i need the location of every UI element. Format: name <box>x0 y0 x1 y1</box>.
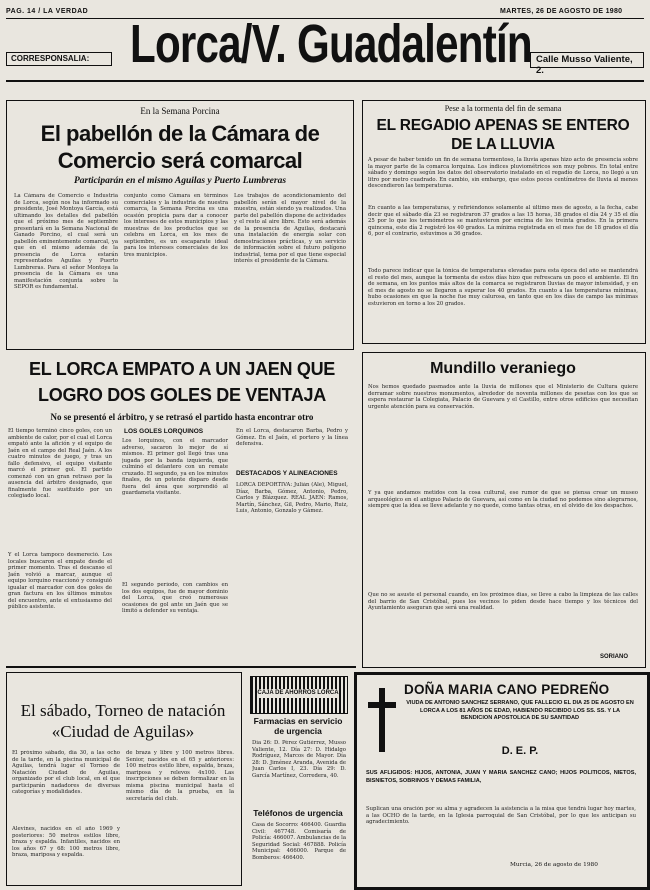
article5-body-col2: de braza y libre y 100 metros libres. Senior, nacidos en el 65 y anteriores: 100 metros estilo libre, espalda, braza, mariposa y relevos 4x100. Las inscripciones se deben formalizar en la misma piscina municipal hasta el mismo día de la prueba, en la secretaría del club. <box>126 750 234 802</box>
article2-body-2: En cuanto a las temperaturas, y refiriéndonos solamente al último mes de agosto, a la fecha, cabe decir que el sábado día 23 se registraron 37 grados a las 15 horas, 38 grados el día 24 y 35 el día 25 por lo que los termómetros se mantuvieron por encima de los treinta grados. En la primera quincena, este día 2 registró los 40 grados. La mínima registrada en el mes fue de 18 grados el día 6, por el contrario, estuvimos a 36 grados. <box>368 205 638 237</box>
article1-kicker: En la Semana Porcina <box>140 106 220 116</box>
telefonos-title: Teléfonos de urgencia <box>253 808 343 818</box>
article3-alineaciones: LORCA DEPORTIVA: Julián (Ale), Miguel, Díaz, Barba, Gómez, Antonio, Pedro, Carlos y Blázquez. REAL JAEN: Ramos, Martín, Sánchez, Gil, Pedro, Mario, Ruiz, Luis, Antonio, Gonzalo y Gámez. <box>236 482 348 514</box>
corresponsalia-label: CORRESPONSALIA: <box>11 54 90 63</box>
article3-headline: EL LORCA EMPATO A UN JAEN QUE LOGRO DOS GOLES DE VENTAJA <box>29 359 335 405</box>
article3-goals-title: LOS GOLES LORQUINOS <box>124 428 204 435</box>
article3-body-col2b: El segundo período, con cambios en los dos equipos, fue de mayor dominio del Lorca, que creó numerosas ocasiones de gol ante un Jaén que se limitó a defender su ventaja. <box>122 582 228 614</box>
article3-body-col1: El tiempo terminó cinco goles, con un ambiente de calor, por el cual el Lorca empató ante la afición y el equipo de Jaén en el campo del Real Jaén. A los cuatro minutos de juego, y tras un fallo defensivo, el equipo visitante marcó el primer gol. El partido comenzó con un gran retraso por la ausencia del árbitro designado, que finalmente fue sustituido por un colegiado local. <box>8 428 112 499</box>
masthead-title: Lorca/V. Guadalentín <box>130 14 532 74</box>
obituary-family: SUS AFLIGIDOS: HIJOS, ANTONIA, JUAN Y MARIA SANCHEZ CANO; HIJOS POLITICOS, NIETOS, BISNIETOS, SOBRINOS Y DEMAS FAMILIA, <box>366 770 636 784</box>
article5-body-col1b: Alevines, nacidos en el año 1969 y posteriores: 50 metros estilos libre, braza y espalda. Infantiles, nacidos en los años 67 y 68: 100 metros libre, braza, mariposa y espalda. <box>12 826 120 858</box>
article1-headline: El pabellón de la Cámara de Comercio será comarcal <box>40 121 320 173</box>
corresponsalia-box <box>6 52 112 66</box>
obituary-name: DOÑA MARIA CANO PEDREÑO <box>404 682 610 697</box>
article1-body-col3: Los trabajos de acondicionamiento del pabellón serán el mayor nivel de la muestra, están siendo ya realizados. Una parte del pabellón dispone de actividades y el resto al aire libre. Esto será además de la presencia de Aguilas, destacará una instalación de energía solar con demostraciones prácticas, y un servicio de información sobre el futuro polígono industrial, tema por el que tiene especial interés el presidente de la Cámara. <box>234 193 346 264</box>
obituary-details: VIUDA DE ANTONIO SANCHEZ SERRANO, QUE FALLECIO EL DIA 25 DE AGOSTO EN LORCA A LOS 81 AÑOS DE EDAD, HABIENDO RECIBIDO LOS SS. SS. Y LA BENDICION APOSTOLICA DE SU SANTIDAD <box>406 700 634 721</box>
obituary-place-date: Murcia, 26 de agosto de 1980 <box>510 862 598 868</box>
article1-body-col1: La Cámara de Comercio e Industria de Lorca, según nos ha informado su presidente, José Montoya García, está ultimando los detalles del pabellón que el próximo mes de septiembre presentará en la Semana Nacional de Ganado Porcino, el cual será un pabellón eminentemente comarcal, ya que en el mismo además de la presencia de Lorca estarán representados Aguilas y Puerto Lumbreras. Para el señor Montoya la presencia de la Cámara es una manifestación conjunta sobre la SEPOR es fundamental. <box>14 193 118 290</box>
article4-headline: Mundillo veraniego <box>430 360 576 377</box>
obituary-dep: D. E. P. <box>501 745 539 757</box>
article2-headline: EL REGADIO APENAS SE ENTERO DE LA LLUVIA <box>376 117 630 153</box>
article2-body-1: A pesar de haber tenido un fin de semana tormentoso, la lluvia apenas hizo acto de presencia sobre la mayor parte de la comarca lorquina. Los índices pluviométricos son muy pobres. En total entre sábado y domingo según los datos del observatorio instalado en el regadío de Lorca, no llegó a un litro por metro cuadrado. En cambio, sin embargo, que estos pocos centímetros de lluvia al menos descendieron las temperaturas. <box>368 157 638 189</box>
article2-kicker: Pese a la tormenta del fin de semana <box>444 104 562 113</box>
article5-body-col1: El próximo sábado, día 30, a las ocho de la tarde, en la piscina municipal de Aguilas, tendrá lugar el Torneo de Natación Ciudad de Aguilas, organizado por el club local, en el que participarán nadadores de diversas categorías y modalidades. <box>12 750 120 795</box>
article4-body-2: Y ya que andamos metidos con la cosa cultural, ese rumor de que se piensa crear un museo arqueológico en el antiguo Palacio de Guevara, así como en la ciudad no podemos sino alegrarnos, siempre que la idea se lleve adelante y no quede, como tantas otras, en el olvido de los despachos. <box>368 490 638 509</box>
article3-subhead: No se presentó el árbitro, y se retrasó el partido hasta encontrar otro <box>50 412 314 422</box>
article2-body-3: Todo parece indicar que la tónica de temperaturas elevadas para esta época del año se mantendrá el resto del mes, aunque la tormenta de estos días hizo que refrescara un poco el ambiente. El fin de semana, en los puntos más altos de la comarca se registraron lluvias de mayor intensidad, y en el mes de agosto no se llegaron a superar los 40 grados. En cuanto a las temperaturas mínimas, hubo ocasiones en que la noche fue muy calurosa, en tanto que en los días de campo las mínimas estuvieron en torno a los 20 grados. <box>368 268 638 307</box>
article5-headline: El sábado, Torneo de natación «Ciudad de Aguilas» <box>20 701 226 741</box>
caja-logo-label: CAJA DE AHORROS LORCA <box>257 690 339 696</box>
article1-body-col2: conjunto como Cámara en términos comerciales y la industria de nuestra comarca, la Semana Porcina es una ocasión propicia para dar a conocer los intereses de estos municipios y las muestras de los productos que se celebra en Lorca, en los mes de septiembre, es un escaparate ideal para los intereses comerciales de los tres municipios. <box>124 193 228 258</box>
article4-body-1: Nos hemos quedado pasmados ante la lluvia de millones que el Ministerio de Cultura quiere derramar sobre nuestros monumentos, alrededor de noventa millones de pesetas con los que se espera restaurar la Colegiata, Palacio de Guevara y el Castillo, entre otros edificios que necesitan urgente atención para su conservación. <box>368 384 638 410</box>
cross-icon <box>368 688 396 752</box>
sports-bottom-rule <box>6 666 356 668</box>
farmacias-body: Día 26: D. Pérez Gutiérrez, Musso Valiente, 12. Día 27: D. Hidalgo Rodríguez, Marcos de Mayor. Día 28: D. Jiménez Aranda, Avenida de Juan Carlos I, 23. Día 29: D. García Martínez, Corredera, 40. <box>252 740 346 779</box>
article3-body-col3: En el Lorca, destacaron Barba, Pedro y Gómez. En el Jaén, el portero y la línea defensiva. <box>236 428 348 447</box>
caja-ahorros-logo <box>250 676 348 714</box>
article4-signature: SORIANO <box>600 654 629 660</box>
obituary-request: Suplican una oración por su alma y agradecen la asistencia a la misa que tendrá lugar hoy martes, a las OCHO de la tarde, en la Iglesia parroquial de San Cristóbal, por lo que les anticipan su agradecimiento. <box>366 806 636 825</box>
article3-destacados-title: DESTACADOS Y ALINEACIONES <box>236 470 338 477</box>
address-box <box>530 52 644 76</box>
article3-body-col1b: Y el Lorca tampoco desmereció. Los locales buscaron el empate desde el primer momento. Tras el descanso el Jaén volvió a marcar, aunque el equipo lorquino reaccionó y consiguió igualar el marcador con dos goles de gran factura en los últimos minutos del encuentro, ante el entusiasmo del público asistente. <box>8 552 112 610</box>
farmacias-title: Farmacias en servicio de urgencia <box>253 716 343 736</box>
article3-body-col2: Los lorquinos, con el marcador adverso, sacaron lo mejor de sí mismos. El primer gol llegó tras una jugada por la banda izquierda, que culminó el delantero con un remate cruzado. El segundo, ya en los minutos finales, de un potente disparo desde fuera del área que sorprendió al guardameta visitante. <box>122 438 228 496</box>
masthead-rule <box>6 80 644 82</box>
page-label: PAG. 14 / LA VERDAD <box>6 8 89 15</box>
article1-subhead: Participarán en el mismo Aguilas y Puerto Lumbreras <box>73 176 287 186</box>
telefonos-body: Casa de Socorro: 466400. Guardia Civil: 467748. Comisaría de Policía: 466007. Ambulancias de la Seguridad Social: 467888. Policía Municipal: 466000. Parque de Bomberos: 466400. <box>252 822 346 861</box>
page-date: MARTES, 26 DE AGOSTO DE 1980 <box>500 8 623 15</box>
article4-body-3: Que no se asuste el personal cuando, en los próximos días, se lleve a cabo la limpieza de las calles del barrio de San Cristóbal, pues los vecinos lo piden desde hace tiempo y los técnicos del Ayuntamiento aseguran que será una realidad. <box>368 592 638 611</box>
address-label: Calle Musso Valiente, 2. <box>536 54 633 76</box>
